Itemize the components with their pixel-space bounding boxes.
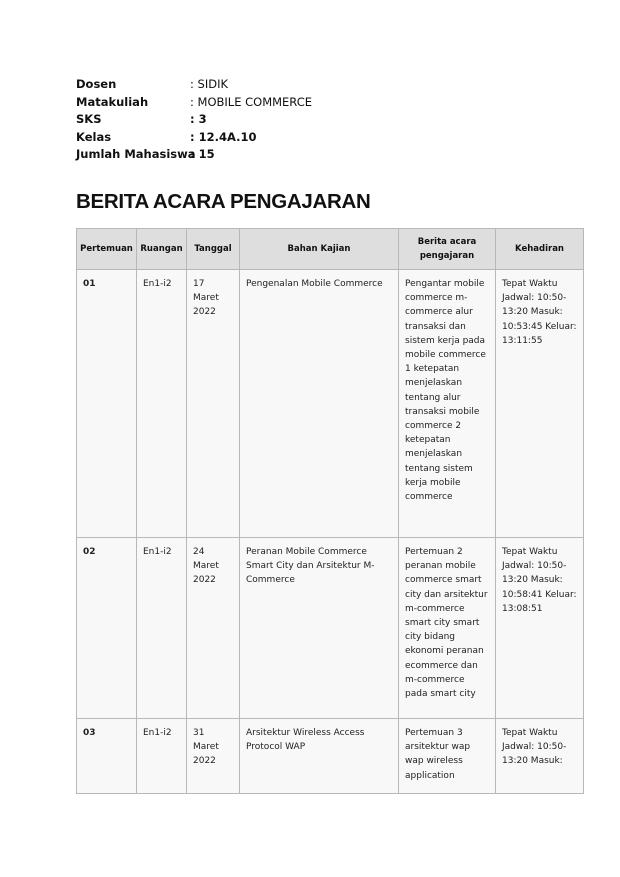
cell-tanggal: 24 Maret 2022 [187,538,240,719]
table-header-row [77,229,584,270]
meta-value: : 15 [190,147,215,161]
meta-value: : 12.4A.10 [190,129,257,144]
cell-pertemuan: 01 [77,270,137,538]
cell-bahan-kajian: Pengenalan Mobile Commerce [240,270,399,538]
cell-ruangan: En1-i2 [137,270,187,538]
meta-label: Matakuliah [76,94,149,109]
meta-row-sks [76,111,312,129]
meta-value: : 3 [190,112,207,126]
meta-row-dosen [76,76,312,94]
cell-tanggal: 31 Maret 2022 [187,719,240,794]
table-row [77,538,584,719]
cell-bahan-kajian: Arsitektur Wireless Access Protocol WAP [240,719,399,794]
cell-pertemuan: 02 [77,538,137,719]
cell-berita-acara: Pertemuan 2 peranan mobile commerce smart city dan arsitektur m-commerce smart city smart city bidang ekonomi peranan ecommerce dan m-commerce pada smart city [399,538,496,719]
meta-value: : SIDIK [190,77,229,91]
table-row [77,719,584,794]
header-bahan-kajian: Bahan Kajian [240,229,399,270]
header-ruangan: Ruangan [137,229,187,270]
meta-label: SKS [76,112,102,126]
cell-ruangan: En1-i2 [137,719,187,794]
cell-kehadiran: Tepat Waktu Jadwal: 10:50-13:20 Masuk: [496,719,584,794]
cell-kehadiran: Tepat Waktu Jadwal: 10:50-13:20 Masuk: 10:53:45 Keluar: 13:11:55 [496,270,584,538]
header-pertemuan: Pertemuan [77,229,137,270]
table-row [77,270,584,538]
cell-kehadiran: Tepat Waktu Jadwal: 10:50-13:20 Masuk: 10:58:41 Keluar: 13:08:51 [496,538,584,719]
meta-row-kelas [76,129,312,147]
meta-row-matakuliah [76,94,312,112]
cell-berita-acara: Pengantar mobile commerce m-commerce alur transaksi dan sistem kerja pada mobile commerce 1 ketepatan menjelaskan tentang alur transaksi mobile commerce 2 ketepatan menjelaskan tentang sistem kerja mobile commerce [399,270,496,538]
meta-value: : MOBILE COMMERCE [190,94,313,109]
page-title: BERITA ACARA PENGAJARAN [76,190,371,213]
cell-bahan-kajian: Peranan Mobile Commerce Smart City dan Arsitektur M-Commerce [240,538,399,719]
meta-label: Kelas [76,129,112,144]
meta-label: Jumlah Mahasiswa [76,147,196,161]
cell-tanggal: 17 Maret 2022 [187,270,240,538]
teaching-log-table [76,228,584,794]
header-kehadiran: Kehadiran [496,229,584,270]
meta-row-jumlah-mahasiswa [76,146,312,164]
cell-berita-acara: Pertemuan 3 arsitektur wap wap wireless application [399,719,496,794]
meta-label: Dosen [76,77,117,91]
cell-ruangan: En1-i2 [137,538,187,719]
course-info [76,76,312,164]
cell-pertemuan: 03 [77,719,137,794]
header-berita-acara: Berita acara pengajaran [399,229,496,270]
header-tanggal: Tanggal [187,229,240,270]
